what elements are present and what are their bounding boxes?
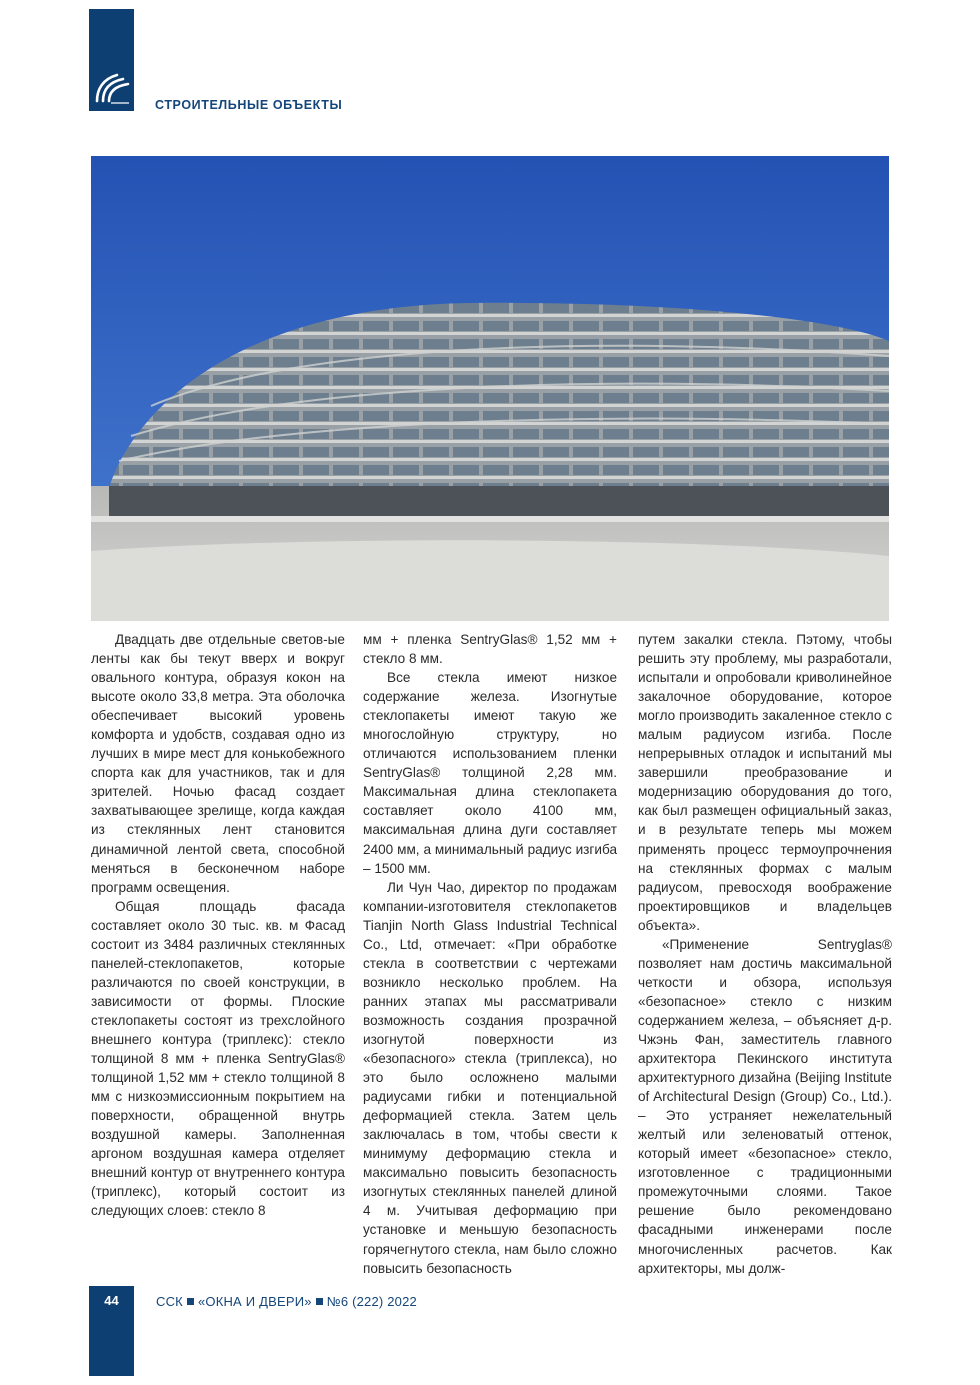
section-title: СТРОИТЕЛЬНЫЕ ОБЪЕКТЫ bbox=[155, 98, 343, 112]
square-bullet-icon bbox=[187, 1298, 194, 1305]
stadium-image bbox=[91, 156, 889, 621]
curved-stripes-logo-icon bbox=[93, 71, 131, 105]
header-color-bar bbox=[89, 9, 134, 111]
page-number: 44 bbox=[104, 1293, 119, 1308]
paragraph: Ли Чун Чао, директор по продажам компании-изготовителя стеклопакетов Tianjin North Glass Industrial Technical Co., Ltd, отмечает: «При обработке стекла в соответствии с чертежами возникло несколько проблем. На ранних этапах мы рассматривали возможность создания прозрачной изогнутой поверхности из «безопасного» стекла (триплекса), но это было осложнено малыми радиусами гибки и потенциальной деформацией стекла. Затем цель заключалась в том, чтобы свести к минимуму деформацию стекла и максимально повысить безопасность изогнутых стеклянных панелей длиной 4 м. Учитывая деформацию при установке и меньшую безопасность горячегнутого стекла, нам было сложно повысить безопасность bbox=[363, 879, 617, 1276]
paragraph: путем закалки стекла. Пэтому, чтобы решить эту проблему, мы разработали, испытали и опробовали криволинейное закалочное оборудование, которое могло производить закаленное стекло с малым радиусом изгиба. После непрерывных отладок и испытаний мы завершили преобразование и модернизацию оборудования до того, как был размещен официальный заказ, и в результате теперь мы можем применять процесс термоупрочнения на стеклянных формах с малым радиусом, превосходя воображение проектировщиков и владельцев объекта». bbox=[638, 632, 892, 933]
issue-number: №6 (222) 2022 bbox=[326, 1294, 417, 1309]
paragraph: мм + пленка SentryGlas® 1,52 мм + стекло 8 мм. bbox=[363, 632, 617, 667]
footer-citation bbox=[156, 1294, 417, 1309]
article-column-3 bbox=[638, 630, 892, 1278]
article-column-2 bbox=[363, 630, 617, 1278]
footer-color-bar bbox=[89, 1286, 134, 1376]
paragraph: Все стекла имеют низкое содержание железа. Изогнутые стеклопакеты имеют такую же многослойную структуру, но отличаются использованием пленки SentryGlas® толщиной 2,28 мм. Максимальная длина стеклопакета составляет около 4100 мм, максимальная длина дуги составляет 2400 мм, а минимальный радиус изгиба – 1500 мм. bbox=[363, 670, 617, 876]
paragraph: Общая площадь фасада составляет около 30 тыс. кв. м Фасад состоит из 3484 различных стеклянных панелей-стеклопакетов, которые различаются по своей конструкции, в зависимости от формы. Плоские стеклопакеты состоят из трехслойного внешнего контура (триплекс): стекло толщиной 8 мм + пленка SentryGlas® толщиной 1,52 мм + стекло толщиной 8 мм с низкоэмиссионным покрытием на поверхности, обращенной внутрь воздушной камеры. Заполненная аргоном воздушная камера отделяет внешний контур от внутреннего контура (триплекс), который состоит из следующих слоев: стекло 8 bbox=[91, 898, 345, 1219]
paragraph: Двадцать две отдельные светов-ые ленты как бы текут вверх и вокруг овального контура, образуя кокон на высоте около 33,8 метра. Эта оболочка обеспечивает высокий уровень комфорта и удобств, создавая одно из лучших в мире мест для конькобежного спорта как для участников, так и для зрителей. Ночью фасад создает захватывающее зрелище, когда каждая из стеклянных лент становится динамичной лентой света, способной меняться в бесконечном наборе программ освещения. bbox=[91, 632, 345, 895]
article-column-1 bbox=[91, 630, 345, 1220]
paragraph: «Применение Sentryglas® позволяет нам достичь максимальной четкости и обзора, используя «безопасное» стекло с низким содержанием железа, – объясняет д-р. Чжэнь Фан, заместитель главного архитектора Пекинского института архитектурного дизайна (Beijing Institute of Architectural Design (Group) Co., Ltd.). – Это устраняет нежелательный желтый или зеленоватый оттенок, который имеет «безопасное» стекло, изготовленное с традиционными промежуточными слоями. Такое решение было рекомендовано фасадными инженерами после многочисленных расчетов. Как архитекторы, мы долж- bbox=[638, 936, 892, 1276]
square-bullet-icon bbox=[316, 1298, 323, 1305]
stadium-photo bbox=[91, 156, 889, 621]
publisher: ССК bbox=[156, 1294, 183, 1309]
magazine-name: «ОКНА И ДВЕРИ» bbox=[197, 1294, 312, 1309]
